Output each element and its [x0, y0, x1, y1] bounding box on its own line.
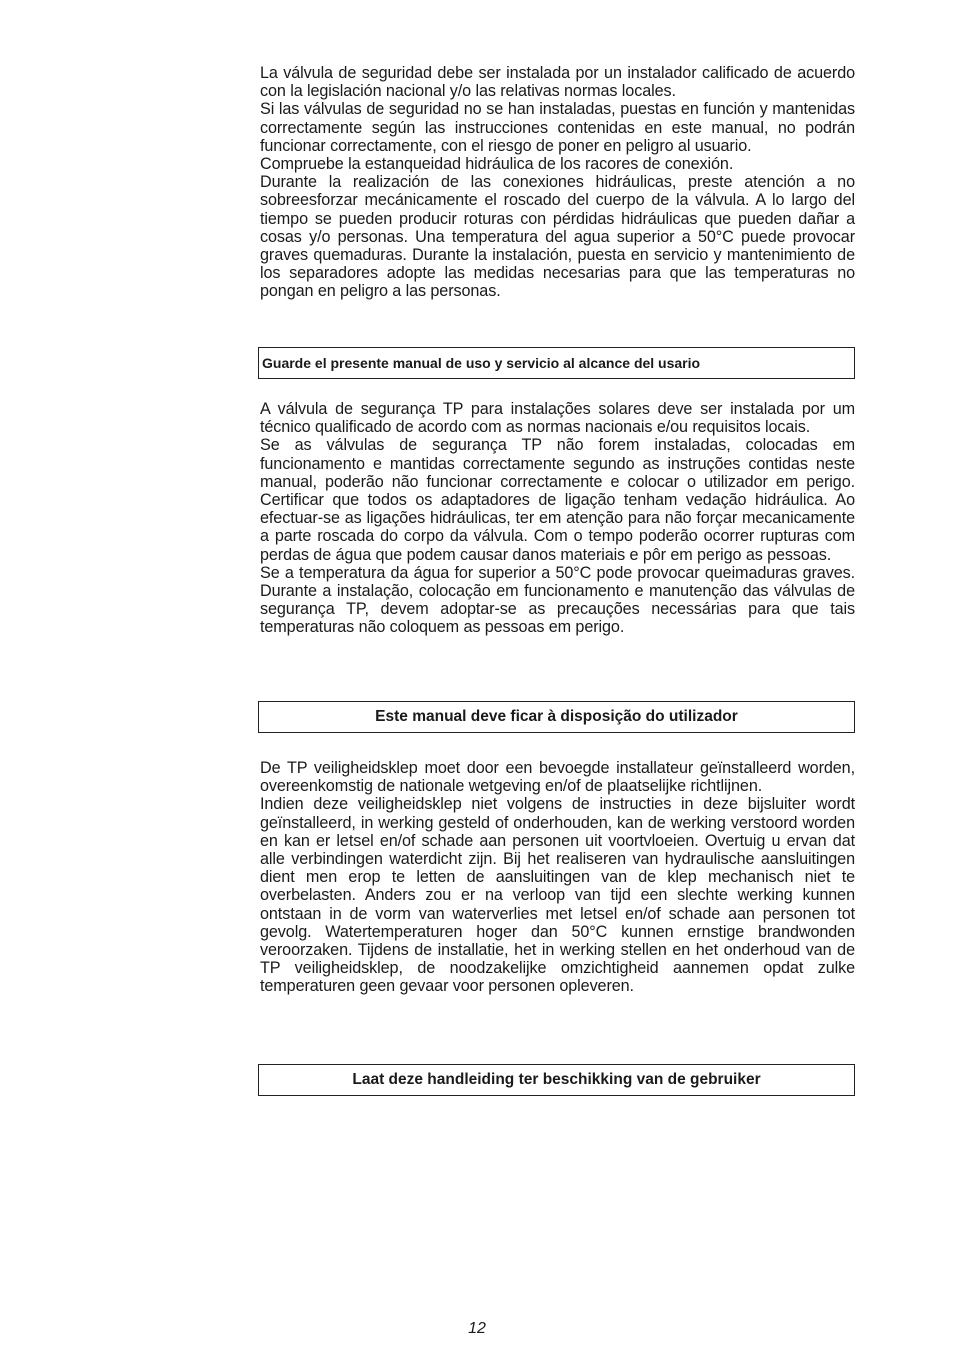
- paragraph: Se as válvulas de segurança TP não forem instaladas, colocadas em funcionamento e mantidas correctamente segundo as instruções contidas neste manual, poderão não funcionar correctamente e colocar o utilizador em perigo. Certificar que todos os adaptadores de ligação tenham vedação hidráulica. Ao efectuar-se as ligações hidráulicas, ter em atenção para não forçar mecanicamente a parte roscada do corpo da válvula. Com o tempo poderão ocorrer rupturas com perdas de água que podem causar danos materiais e pôr em perigo as pessoas.: [260, 436, 855, 564]
- paragraph: Indien deze veiligheidsklep niet volgens de instructies in deze bijsluiter wordt geïnstalleerd, in werking gesteld of onderhouden, kan de werking verstoord worden en kan er letsel en/of schade aan personen uit voortvloeien. Overtuig u ervan dat alle verbindingen waterdicht zijn. Bij het realiseren van hydraulische aansluitingen dient men erop te letten de aansluitingen van de klep mechanisch niet te overbelasten. Anders zou er na verloop van tijd een slechte werking kunnen ontstaan in de vorm van waterverlies met letsel en/of schade aan personen tot gevolg. Watertemperaturen hoger dan 50°C kunnen ernstige brandwonden veroorzaken. Tijdens de installatie, het in werking stellen en het onderhoud van de TP veiligheidsklep, de noodzakelijke omzichtigheid aannemen opdat zulke temperaturen geen gevaar voor personen opleveren.: [260, 795, 855, 996]
- notice-box-dutch: Laat deze handleiding ter beschikking van de gebruiker: [258, 1064, 855, 1096]
- notice-box-portuguese: Este manual deve ficar à disposição do utilizador: [258, 701, 855, 733]
- paragraph: Se a temperatura da água for superior a 50°C pode provocar queimaduras graves. Durante a instalação, colocação em funcionamento e manutenção das válvulas de segurança TP, devem adoptar-se as precauções necessárias para que tais temperaturas não coloquem as pessoas em perigo.: [260, 563, 855, 637]
- notice-box-spanish: Guarde el presente manual de uso y servicio al alcance del usario: [258, 347, 855, 379]
- paragraph: Compruebe la estanqueidad hidráulica de los racores de conexión.: [260, 155, 734, 174]
- section-portuguese: [260, 400, 855, 637]
- section-spanish: [260, 64, 855, 301]
- paragraph: A válvula de segurança TP para instalações solares deve ser instalada por um técnico qualificado de acordo com as normas nacionais e/ou requisitos locais.: [260, 400, 855, 437]
- page-number: 12: [468, 1320, 486, 1337]
- section-dutch: [260, 759, 855, 996]
- paragraph: Durante la realización de las conexiones hidráulicas, preste atención a no sobreesforzar mecánicamente el roscado del cuerpo de la válvula. A lo largo del tiempo se pueden producir roturas con pérdidas hidráulicas que pueden dañar a cosas y/o personas. Una temperatura del agua superior a 50°C puede provocar graves quemaduras. Durante la instalación, puesta en servicio y mantenimiento de los separadores adopte las medidas necesarias para que las temperaturas no pongan en peligro a las personas.: [260, 173, 855, 301]
- paragraph: De TP veiligheidsklep moet door een bevoegde installateur geïnstalleerd worden, overeenkomstig de nationale wetgeving en/of de plaatselijke richtlijnen.: [260, 759, 855, 796]
- paragraph: La válvula de seguridad debe ser instalada por un instalador calificado de acuerdo con la legislación nacional y/o las relativas normas locales.: [260, 64, 855, 101]
- paragraph: Si las válvulas de seguridad no se han instaladas, puestas en función y mantenidas correctamente según las instrucciones contenidas en este manual, no podrán funcionar correctamente, con el riesgo de poner en peligro al usuario.: [260, 100, 855, 155]
